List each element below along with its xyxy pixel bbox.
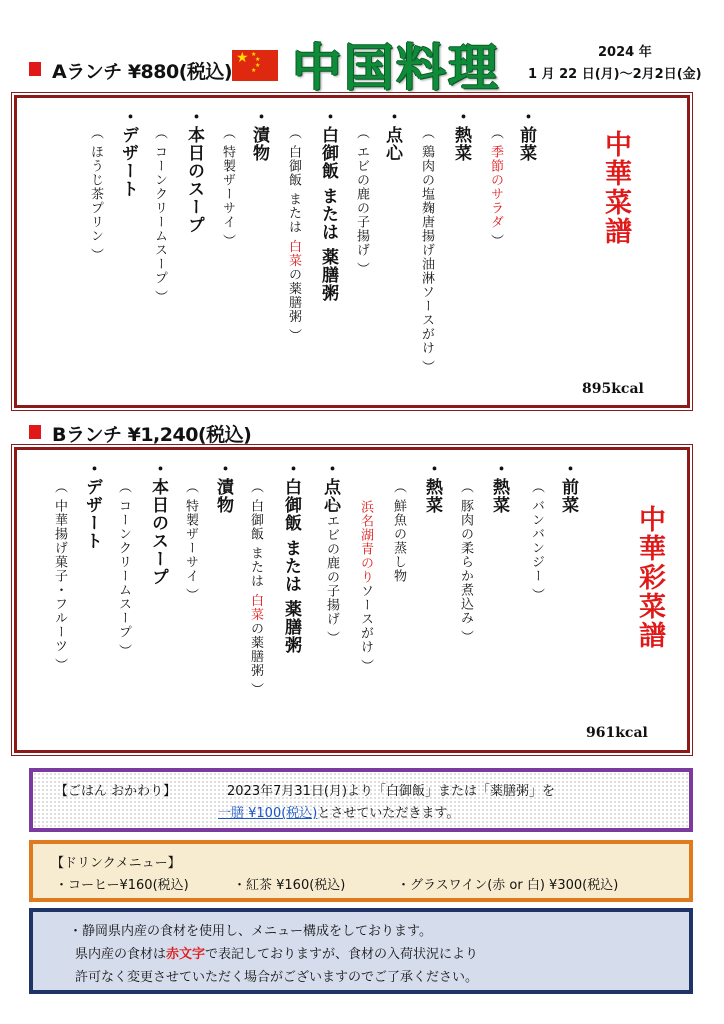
bullet-square-b xyxy=(29,425,41,439)
menu-a-item-7-desc: （ ほうじ茶プリン ） xyxy=(88,126,103,263)
menu-a-item-2-desc: （ 鶏肉の塩麹唐揚げ油淋ソースがけ ） xyxy=(419,126,434,375)
menu-a-item-1-category: ・前菜 xyxy=(516,108,536,162)
drink-tea: ・紅茶 ¥160(税込) xyxy=(233,878,346,893)
drink-menu-label: 【ドリンクメニュー】 xyxy=(51,856,181,871)
menu-a-item-4-desc: （ 白御飯 または 白菜の薬膳粥 ） xyxy=(286,126,301,343)
menu-b-item-4-desc: （ エビの鹿の子揚げ ） xyxy=(324,495,339,646)
menu-b-item-6-category: ・漬物 xyxy=(213,460,233,514)
menu-b-item-4-category: ・点心 xyxy=(320,460,340,514)
menu-b-item-3-category: ・熱菜 xyxy=(422,460,442,514)
menu-a-item-1-desc: （ 季節のサラダ ） xyxy=(488,126,503,249)
menu-b-item-8-category: ・デザート xyxy=(82,460,102,550)
menu-b-item-6-desc: （ 特製ザーサイ ） xyxy=(183,480,198,603)
rice-refill-label: 【ごはん おかわり】 xyxy=(55,784,177,799)
rice-refill-price-link[interactable]: 一膳 ¥100(税込) xyxy=(218,806,318,821)
china-flag-icon: ★ ★ ★ ★ ★ xyxy=(232,50,278,81)
lunch-b-title: Bランチ ¥1,240(税込) xyxy=(52,424,252,446)
notes-box xyxy=(29,908,693,994)
menu-a-item-3-category: ・点心 xyxy=(382,108,402,162)
note-line-1: ・静岡県内産の食材を使用し、メニュー構成をしております。 xyxy=(69,924,432,939)
year-label: 2024 年 xyxy=(598,45,652,60)
menu-b-kcal: 961kcal xyxy=(586,725,648,741)
drink-wine: ・グラスワイン(赤 or 白) ¥300(税込) xyxy=(397,878,619,893)
menu-a-item-3-desc: （ エビの鹿の子揚げ ） xyxy=(354,126,369,277)
menu-b-item-1-desc: （ バンバンジー ） xyxy=(529,480,544,603)
menu-b-item-7-category: ・本日のスープ xyxy=(148,460,168,586)
menu-a-name: 中華菜譜 xyxy=(600,130,631,246)
menu-b-item-8-desc: （ 中華揚げ菓子・フルーツ ） xyxy=(52,480,67,673)
menu-a-item-7-category: ・デザート xyxy=(118,108,138,198)
menu-a-kcal: 895kcal xyxy=(582,381,644,397)
menu-b-item-2-category: ・熱菜 xyxy=(489,460,509,514)
drink-menu-box xyxy=(29,840,693,902)
menu-b-item-1-category: ・前菜 xyxy=(558,460,578,514)
note-line-3: 許可なく変更させていただく場合がございますのでご了承ください。 xyxy=(75,970,479,985)
menu-b-item-5-category: ・白御飯 または 薬膳粥 xyxy=(281,460,301,654)
rice-refill-text: 2023年7月31日(月)より「白御飯」または「薬膳粥」を xyxy=(227,784,556,799)
menu-b-name: 中華彩菜譜 xyxy=(634,505,665,650)
rice-refill-box xyxy=(29,768,693,832)
menu-b-item-3-desc2: 浜名湖青のりソースがけ ） xyxy=(358,500,373,674)
menu-b-item-7-desc: （ コーンクリームスープ ） xyxy=(116,480,131,659)
menu-b-item-2-desc: （ 豚肉の柔らか煮込み ） xyxy=(458,480,473,645)
note-line-2: 県内産の食材は赤文字で表記しておりますが、食材の入荷状況により xyxy=(75,947,479,962)
drink-coffee: ・コーヒー¥160(税込) xyxy=(55,878,189,893)
page-title: 中国料理 xyxy=(292,39,500,97)
menu-a-item-4-category: ・白御飯 または 薬膳粥 xyxy=(318,108,338,302)
menu-b-item-5-desc: （ 白御飯 または 白菜の薬膳粥 ） xyxy=(248,480,263,697)
menu-a-item-6-category: ・本日のスープ xyxy=(184,108,204,234)
menu-a-item-5-category: ・漬物 xyxy=(249,108,269,162)
menu-a-item-2-category: ・熱菜 xyxy=(451,108,471,162)
rice-refill-line2: 一膳 ¥100(税込)とさせていただきます。 xyxy=(218,806,460,821)
date-range: 1 月 22 日(月)～2月2日(金) xyxy=(528,67,702,82)
lunch-a-title: Aランチ ¥880(税込) xyxy=(52,61,233,83)
bullet-square-a xyxy=(29,62,41,76)
menu-a-item-6-desc: （ コーンクリームスープ ） xyxy=(152,126,167,305)
menu-b-item-3-desc: （ 鮮魚の蒸し物 xyxy=(391,480,406,584)
menu-a-item-5-desc: （ 特製ザーサイ ） xyxy=(220,126,235,249)
